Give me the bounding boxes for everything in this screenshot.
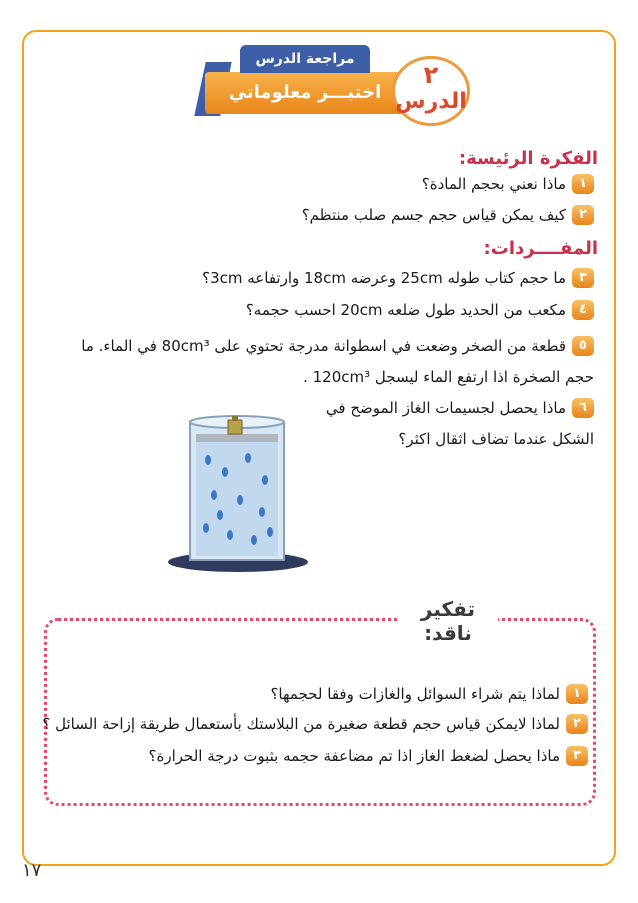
- question-5: [81, 336, 594, 356]
- question-number: ١: [566, 684, 588, 704]
- question-text: ماذا نعني بحجم المادة؟: [421, 175, 566, 193]
- gas-cylinder-illustration: [150, 400, 350, 580]
- question-text: ماذا يحصل لضغط الغاز اذا تم مضاعفة حجمه بثبوت درجة الحرارة؟: [148, 747, 560, 765]
- question-text: لماذا يتم شراء السوائل والغازات وفقا لحجمها؟: [270, 685, 560, 703]
- question-number: ٢: [566, 714, 588, 734]
- lesson-review-tab: مراجعة الدرس: [240, 45, 370, 73]
- question-3: [202, 268, 594, 288]
- main-idea-heading: الفكرة الرئيسة:: [458, 148, 598, 169]
- question-text: قطعة من الصخر وضعت في اسطوانة مدرجة تحتوي على 80cm³ في الماء. ما: [81, 337, 566, 355]
- critical-thinking-heading: تفكير ناقد:: [420, 597, 476, 645]
- question-2: [302, 205, 594, 225]
- question-text: ماذا يحصل لجسيمات الغاز الموضح في: [325, 399, 566, 417]
- critical-question-1: [270, 684, 588, 704]
- ribbon-title: اختبـــر معلوماتي: [205, 72, 405, 114]
- question-6-continued: الشكل عندما تضاف اثقال اكثر؟: [398, 430, 594, 448]
- question-6: [326, 398, 594, 418]
- question-number: ٣: [572, 268, 594, 288]
- question-5-continued: حجم الصخرة اذا ارتفع الماء ليسجل 120cm³ .: [303, 368, 594, 386]
- question-number: ٤: [572, 300, 594, 320]
- lesson-number: ٢: [423, 61, 439, 89]
- question-number: ١: [572, 174, 594, 194]
- question-number: ٦: [572, 398, 594, 418]
- lesson-badge: [392, 56, 470, 126]
- question-text: كيف يمكن قياس حجم جسم صلب منتظم؟: [301, 206, 566, 224]
- question-4: [246, 300, 594, 320]
- question-number: ٥: [572, 336, 594, 356]
- critical-question-3: [149, 746, 589, 766]
- question-text: ما حجم كتاب طوله 25cm وعرضه 18cm وارتفاعه 3cm؟: [202, 269, 566, 287]
- question-1: [422, 174, 594, 194]
- critical-thinking-box: [44, 618, 596, 806]
- question-text: مكعب من الحديد طول ضلعه 20cm احسب حجمه؟: [245, 301, 566, 319]
- question-number: ٢: [572, 205, 594, 225]
- page-number: ١٧: [22, 860, 42, 881]
- question-text: لماذا لايمكن قياس حجم قطعة صغيرة من البلاستك بأستعمال طريقة إزاحة السائل ؟: [42, 715, 560, 733]
- question-number: ٣: [566, 746, 588, 766]
- lesson-word: الدرس: [395, 89, 467, 114]
- critical-question-2: [42, 714, 588, 734]
- vocabulary-heading: المفــــردات:: [483, 238, 598, 259]
